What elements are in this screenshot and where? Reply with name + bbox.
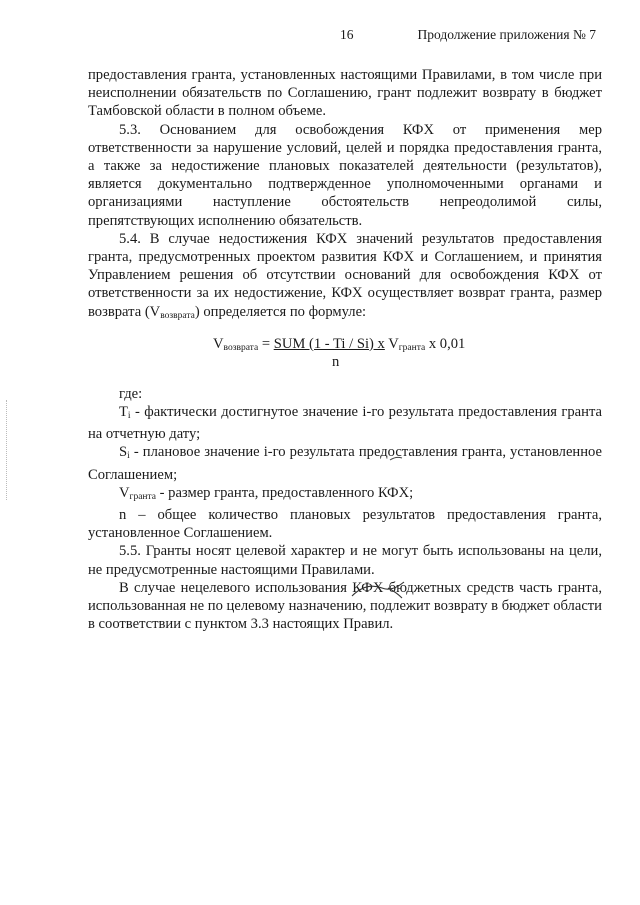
si-definition: - плановое значение i-го результата предоставления гранта, установленное Соглашением; [88,444,602,483]
page-number: 16 [340,27,354,42]
paragraph-5-3: 5.3. Основанием для освобождения КФХ от применения мер ответственности за нарушение условий, целей и порядка предоставления гранта, а также за недостижение плановых показателей деятельности (результатов), является документально подтвержденное уполномоченными органами и организациями наступление обстоятельств непреодолимой силы, препятствующих исполнению обязательств. [88,121,602,229]
paragraph-5-5: 5.5. Гранты носят целевой характер и не могут быть использованы на цели, не предусмотренные настоящими Правилами. [88,543,602,578]
paragraph-continuation: предоставления гранта, установленных настоящими Правилами, в том числе при неисполнении обязательств по Соглашению, грант подлежит возврату в бюджет Тамбовской области в полном объеме. [88,67,602,120]
formula-v-grant: V [384,335,399,352]
return-formula [88,335,602,381]
v-grant-subscript: гранта [129,491,156,502]
paragraph-5-4 [88,230,602,325]
formula-numerator: SUM (1 - Ti / Si) x [273,335,385,352]
formula-denominator: n [332,353,340,370]
paragraph-misuse: В случае нецелевого использования КФХ бюджетных средств часть гранта, использованная не по целевому назначению, подлежит возврату в бюджет области в соответствии с пунктом 3.3 настоящих Правил. [88,579,602,633]
paragraph-5-4-end: ) определяется по формуле: [194,303,367,320]
v-grant-symbol: V [119,484,130,501]
si-subscript: i [127,451,130,462]
document-body [88,66,602,633]
appendix-continuation-title: Продолжение приложения № 7 [417,27,596,42]
definition-v-grant [88,484,602,506]
v-return-subscript: возврата [160,310,195,321]
formula-v-grant-subscript: гранта [398,342,426,353]
page-header [0,27,640,47]
formula-v: V [213,335,224,352]
definition-n: n – общее количество плановых результатов предоставления гранта, установленное Соглашением. [88,507,602,542]
definition-si [88,443,602,483]
ti-symbol: T [119,404,128,421]
where-label: где: [119,385,143,402]
definition-ti [88,403,602,443]
v-grant-definition: - размер гранта, предоставленного КФХ; [155,484,414,501]
paragraph-5-4-text: 5.4. В случае недостижения КФХ значений результатов предоставления гранта, предусмотренных проектом развития КФХ и Соглашением, и принятия Управлением решения об отсутствии оснований для освобождения КФХ от ответственности за их недостижение, КФХ осуществляет возврат гранта, размер возврата (V [88,230,602,320]
formula-equals: = [258,335,274,352]
scan-margin-artifact [6,400,9,500]
ti-definition: - фактически достигнутое значение i-го результата предоставления гранта на отчетную дату; [88,404,602,443]
ti-subscript: i [127,411,131,422]
formula-tail: x 0,01 [425,335,466,352]
si-symbol: S [119,444,128,461]
formula-v-subscript: возврата [223,342,259,353]
